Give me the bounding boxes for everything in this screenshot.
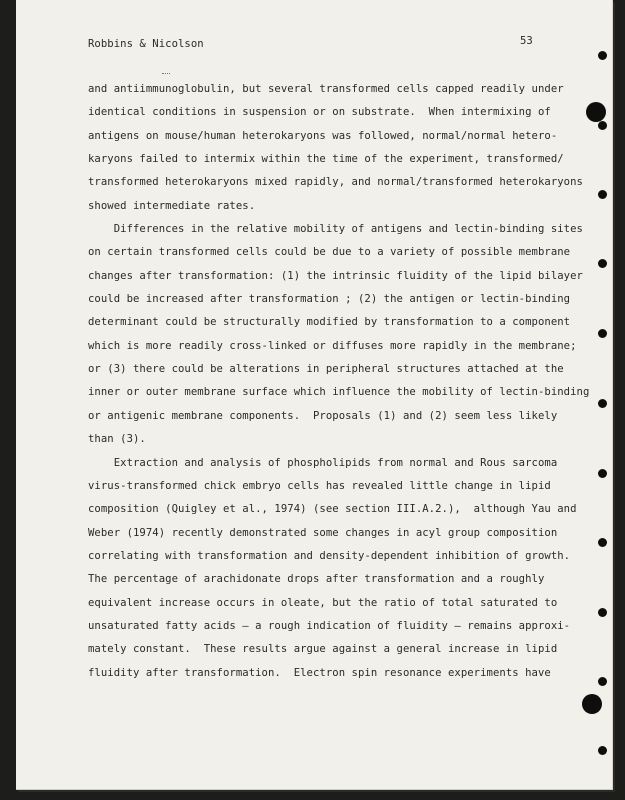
binder-hole-icon bbox=[582, 694, 602, 714]
text-line: and antiimmunoglobulin, but several transformed cells capped readily under bbox=[88, 83, 564, 95]
binder-hole-icon bbox=[598, 51, 607, 60]
text-line: on certain transformed cells could be due to a variety of possible membrane bbox=[88, 246, 571, 259]
stray-mark bbox=[162, 73, 170, 76]
binder-hole-icon bbox=[598, 608, 607, 617]
binder-hole-icon bbox=[598, 329, 607, 338]
text-line: transformed heterokaryons mixed rapidly, and normal/transformed heterokaryons bbox=[88, 176, 583, 189]
text-line: composition (Quigley et al., 1974) (see section III.A.2.), although Yau and bbox=[88, 503, 577, 516]
binder-hole-icon bbox=[598, 469, 607, 478]
text-line: determinant could be structurally modified by transformation to a component bbox=[88, 316, 571, 329]
text-line: mately constant. These results argue against a general increase in lipid bbox=[88, 643, 558, 656]
text-line: changes after transformation: (1) the intrinsic fluidity of the lipid bilayer bbox=[88, 269, 583, 282]
text-line: or (3) there could be alterations in peripheral structures attached at the bbox=[88, 363, 564, 376]
binder-hole-icon bbox=[586, 102, 606, 122]
binder-hole-icon bbox=[598, 190, 607, 199]
running-header-authors: Robbins & Nicolson bbox=[88, 38, 204, 50]
text-line: virus-transformed chick embryo cells has revealed little change in lipid bbox=[88, 479, 551, 492]
text-line: inner or outer membrane surface which influence the mobility of lectin-binding bbox=[88, 386, 590, 399]
page-number: 53 bbox=[520, 35, 533, 47]
text-line: identical conditions in suspension or on substrate. When intermixing of bbox=[88, 106, 551, 119]
binder-hole-icon bbox=[598, 399, 607, 408]
text-line: than (3). bbox=[88, 433, 146, 446]
text-line: correlating with transformation and density-dependent inhibition of growth. bbox=[88, 549, 571, 562]
text-line: showed intermediate rates. bbox=[88, 199, 256, 212]
text-line: Extraction and analysis of phospholipids from normal and Rous sarcoma bbox=[88, 456, 558, 469]
binder-hole-icon bbox=[598, 538, 607, 547]
binder-hole-icon bbox=[598, 677, 607, 686]
binder-hole-icon bbox=[598, 746, 607, 755]
body-text bbox=[88, 78, 589, 685]
text-line: The percentage of arachidonate drops after transformation and a roughly bbox=[88, 573, 545, 586]
text-line: which is more readily cross-linked or diffuses more rapidly in the membrane; bbox=[88, 339, 577, 352]
text-line: Weber (1974) recently demonstrated some changes in acyl group composition bbox=[88, 526, 558, 539]
text-line: equivalent increase occurs in oleate, but the ratio of total saturated to bbox=[88, 596, 558, 609]
binder-hole-icon bbox=[598, 121, 607, 130]
text-line: could be increased after transformation ; (2) the antigen or lectin-binding bbox=[88, 293, 571, 306]
text-line: or antigenic membrane components. Proposals (1) and (2) seem less likely bbox=[88, 409, 558, 422]
text-line: Differences in the relative mobility of antigens and lectin-binding sites bbox=[88, 223, 583, 236]
text-line: fluidity after transformation. Electron spin resonance experiments have bbox=[88, 666, 551, 679]
text-line: unsaturated fatty acids — a rough indication of fluidity — remains approxi- bbox=[88, 619, 571, 632]
binder-hole-icon bbox=[598, 259, 607, 268]
text-line: karyons failed to intermix within the time of the experiment, transformed/ bbox=[88, 153, 564, 166]
document-page bbox=[16, 0, 613, 790]
text-line: antigens on mouse/human heterokaryons was followed, normal/normal hetero- bbox=[88, 129, 558, 142]
